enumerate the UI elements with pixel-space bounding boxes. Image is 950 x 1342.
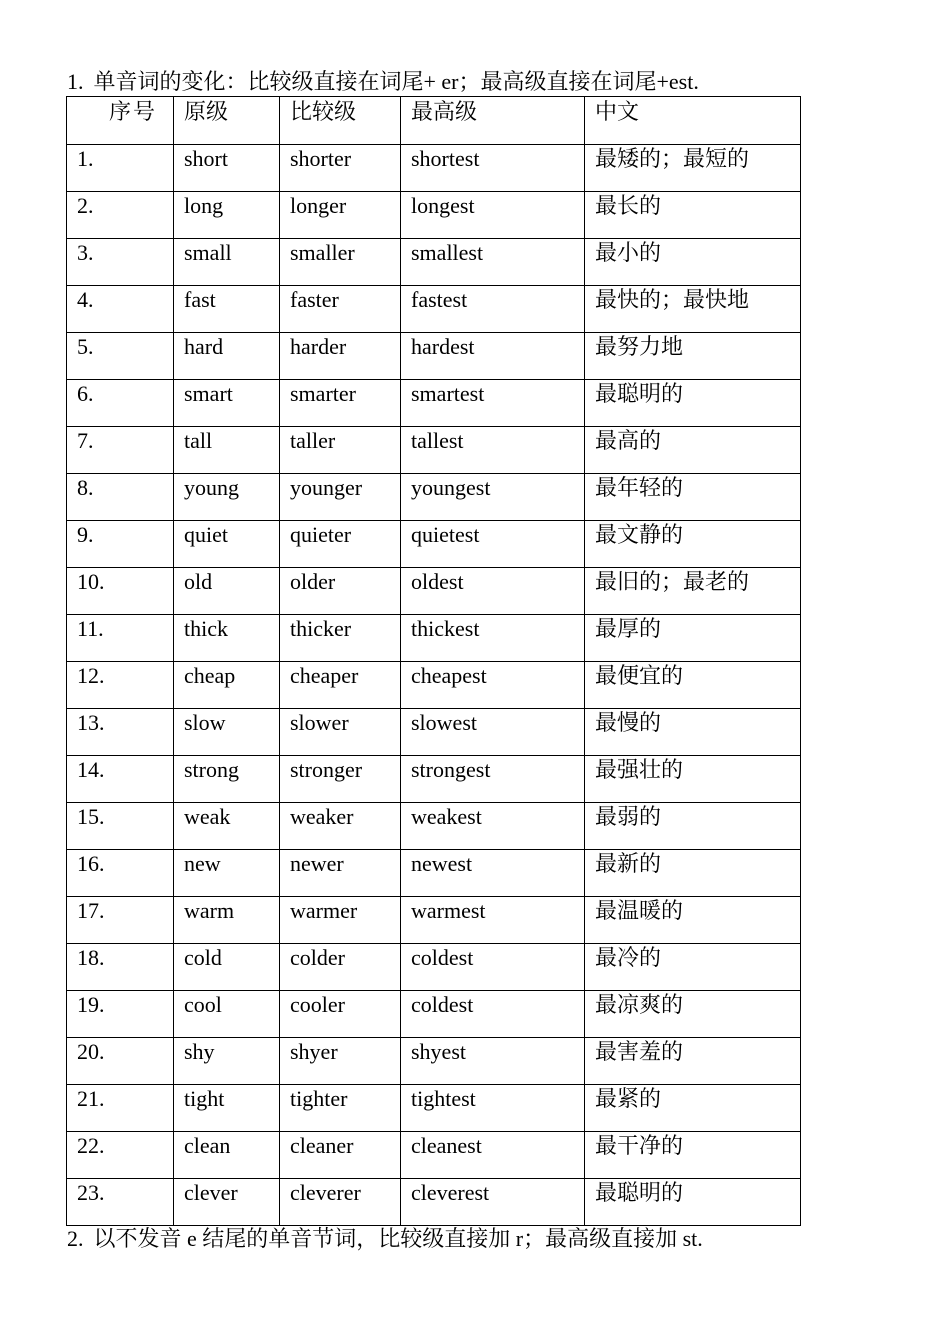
table-body [67, 97, 801, 1226]
cell-superlative: smallest [401, 239, 585, 286]
cell-base-form: tight [174, 1085, 280, 1132]
cell-base-form: weak [174, 803, 280, 850]
cell-superlative: fastest [401, 286, 585, 333]
cell-chinese: 最聪明的 [585, 380, 801, 427]
cell-index: 7. [67, 427, 174, 474]
cell-chinese: 最弱的 [585, 803, 801, 850]
cell-superlative: weakest [401, 803, 585, 850]
cell-comparative: thicker [280, 615, 401, 662]
cell-base-form: tall [174, 427, 280, 474]
cell-superlative: slowest [401, 709, 585, 756]
cell-base-form: long [174, 192, 280, 239]
cell-superlative: coldest [401, 944, 585, 991]
table-row [67, 333, 801, 380]
cell-base-form: cool [174, 991, 280, 1038]
cell-chinese: 最文静的 [585, 521, 801, 568]
cell-superlative: tallest [401, 427, 585, 474]
cell-base-form: smart [174, 380, 280, 427]
cell-chinese: 最温暖的 [585, 897, 801, 944]
cell-superlative: youngest [401, 474, 585, 521]
table-header-row [67, 97, 801, 145]
cell-chinese: 最高的 [585, 427, 801, 474]
cell-base-form: short [174, 145, 280, 192]
table-row [67, 850, 801, 897]
cell-superlative: quietest [401, 521, 585, 568]
cell-superlative: cheapest [401, 662, 585, 709]
cell-superlative: coldest [401, 991, 585, 1038]
cell-base-form: clean [174, 1132, 280, 1179]
cell-base-form: old [174, 568, 280, 615]
cell-chinese: 最凉爽的 [585, 991, 801, 1038]
adjective-forms-table [66, 96, 801, 1226]
section-1-text: 单音词的变化：比较级直接在词尾+ er；最高级直接在词尾+est. [93, 69, 699, 94]
cell-index: 11. [67, 615, 174, 662]
cell-comparative: cheaper [280, 662, 401, 709]
cell-chinese: 最慢的 [585, 709, 801, 756]
cell-chinese: 最便宜的 [585, 662, 801, 709]
cell-comparative: faster [280, 286, 401, 333]
table-row [67, 380, 801, 427]
table-row [67, 756, 801, 803]
table-row [67, 239, 801, 286]
cell-chinese: 最小的 [585, 239, 801, 286]
cell-base-form: new [174, 850, 280, 897]
table-row [67, 662, 801, 709]
cell-comparative: colder [280, 944, 401, 991]
cell-comparative: cleaner [280, 1132, 401, 1179]
cell-chinese: 最旧的；最老的 [585, 568, 801, 615]
cell-index: 12. [67, 662, 174, 709]
table-row [67, 1179, 801, 1226]
cell-superlative: thickest [401, 615, 585, 662]
cell-base-form: strong [174, 756, 280, 803]
cell-index: 4. [67, 286, 174, 333]
table-row [67, 1038, 801, 1085]
header-index: 序号 [67, 97, 174, 145]
cell-comparative: weaker [280, 803, 401, 850]
section-2-heading [67, 1225, 703, 1253]
section-2-text: 以不发音 e 结尾的单音节词，比较级直接加 r；最高级直接加 st. [93, 1226, 703, 1251]
cell-comparative: quieter [280, 521, 401, 568]
cell-index: 5. [67, 333, 174, 380]
cell-superlative: shortest [401, 145, 585, 192]
cell-index: 23. [67, 1179, 174, 1226]
cell-comparative: taller [280, 427, 401, 474]
cell-base-form: fast [174, 286, 280, 333]
cell-chinese: 最强壮的 [585, 756, 801, 803]
cell-superlative: shyest [401, 1038, 585, 1085]
cell-index: 16. [67, 850, 174, 897]
cell-index: 9. [67, 521, 174, 568]
cell-comparative: cooler [280, 991, 401, 1038]
table-row [67, 803, 801, 850]
cell-comparative: smaller [280, 239, 401, 286]
cell-comparative: longer [280, 192, 401, 239]
cell-chinese: 最努力地 [585, 333, 801, 380]
section-1-number: 1. [67, 69, 84, 94]
cell-comparative: newer [280, 850, 401, 897]
cell-chinese: 最厚的 [585, 615, 801, 662]
cell-index: 10. [67, 568, 174, 615]
cell-chinese: 最聪明的 [585, 1179, 801, 1226]
cell-comparative: harder [280, 333, 401, 380]
cell-chinese: 最长的 [585, 192, 801, 239]
cell-index: 19. [67, 991, 174, 1038]
section-2-number: 2. [67, 1226, 84, 1251]
header-superlative: 最高级 [401, 97, 585, 145]
cell-index: 17. [67, 897, 174, 944]
table-row [67, 1132, 801, 1179]
table-row [67, 474, 801, 521]
cell-chinese: 最害羞的 [585, 1038, 801, 1085]
cell-superlative: cleanest [401, 1132, 585, 1179]
cell-comparative: stronger [280, 756, 401, 803]
cell-index: 15. [67, 803, 174, 850]
table-row [67, 192, 801, 239]
cell-base-form: warm [174, 897, 280, 944]
cell-comparative: cleverer [280, 1179, 401, 1226]
table-row [67, 568, 801, 615]
header-comparative: 比较级 [280, 97, 401, 145]
cell-chinese: 最干净的 [585, 1132, 801, 1179]
cell-index: 20. [67, 1038, 174, 1085]
cell-superlative: tightest [401, 1085, 585, 1132]
cell-base-form: clever [174, 1179, 280, 1226]
cell-chinese: 最新的 [585, 850, 801, 897]
cell-superlative: strongest [401, 756, 585, 803]
cell-chinese: 最快的；最快地 [585, 286, 801, 333]
header-chinese: 中文 [585, 97, 801, 145]
table-row [67, 709, 801, 756]
cell-chinese: 最年轻的 [585, 474, 801, 521]
table-row [67, 286, 801, 333]
cell-comparative: warmer [280, 897, 401, 944]
cell-index: 18. [67, 944, 174, 991]
table-row [67, 145, 801, 192]
cell-base-form: young [174, 474, 280, 521]
cell-chinese: 最紧的 [585, 1085, 801, 1132]
cell-superlative: oldest [401, 568, 585, 615]
cell-base-form: small [174, 239, 280, 286]
table-row [67, 521, 801, 568]
cell-base-form: cheap [174, 662, 280, 709]
cell-base-form: quiet [174, 521, 280, 568]
cell-index: 6. [67, 380, 174, 427]
section-1-heading [67, 68, 699, 96]
cell-chinese: 最冷的 [585, 944, 801, 991]
cell-chinese: 最矮的；最短的 [585, 145, 801, 192]
cell-index: 1. [67, 145, 174, 192]
cell-index: 3. [67, 239, 174, 286]
table-row [67, 427, 801, 474]
cell-superlative: cleverest [401, 1179, 585, 1226]
table-row [67, 991, 801, 1038]
cell-superlative: hardest [401, 333, 585, 380]
cell-superlative: warmest [401, 897, 585, 944]
cell-comparative: shyer [280, 1038, 401, 1085]
cell-base-form: thick [174, 615, 280, 662]
table-row [67, 897, 801, 944]
cell-superlative: newest [401, 850, 585, 897]
header-base-form: 原级 [174, 97, 280, 145]
cell-comparative: older [280, 568, 401, 615]
cell-index: 8. [67, 474, 174, 521]
cell-comparative: tighter [280, 1085, 401, 1132]
cell-superlative: longest [401, 192, 585, 239]
cell-base-form: hard [174, 333, 280, 380]
cell-index: 22. [67, 1132, 174, 1179]
cell-index: 14. [67, 756, 174, 803]
cell-base-form: slow [174, 709, 280, 756]
cell-comparative: slower [280, 709, 401, 756]
cell-index: 21. [67, 1085, 174, 1132]
cell-comparative: smarter [280, 380, 401, 427]
cell-base-form: cold [174, 944, 280, 991]
cell-superlative: smartest [401, 380, 585, 427]
cell-comparative: younger [280, 474, 401, 521]
table-row [67, 1085, 801, 1132]
cell-base-form: shy [174, 1038, 280, 1085]
table-row [67, 944, 801, 991]
cell-comparative: shorter [280, 145, 401, 192]
cell-index: 13. [67, 709, 174, 756]
cell-index: 2. [67, 192, 174, 239]
table-row [67, 615, 801, 662]
